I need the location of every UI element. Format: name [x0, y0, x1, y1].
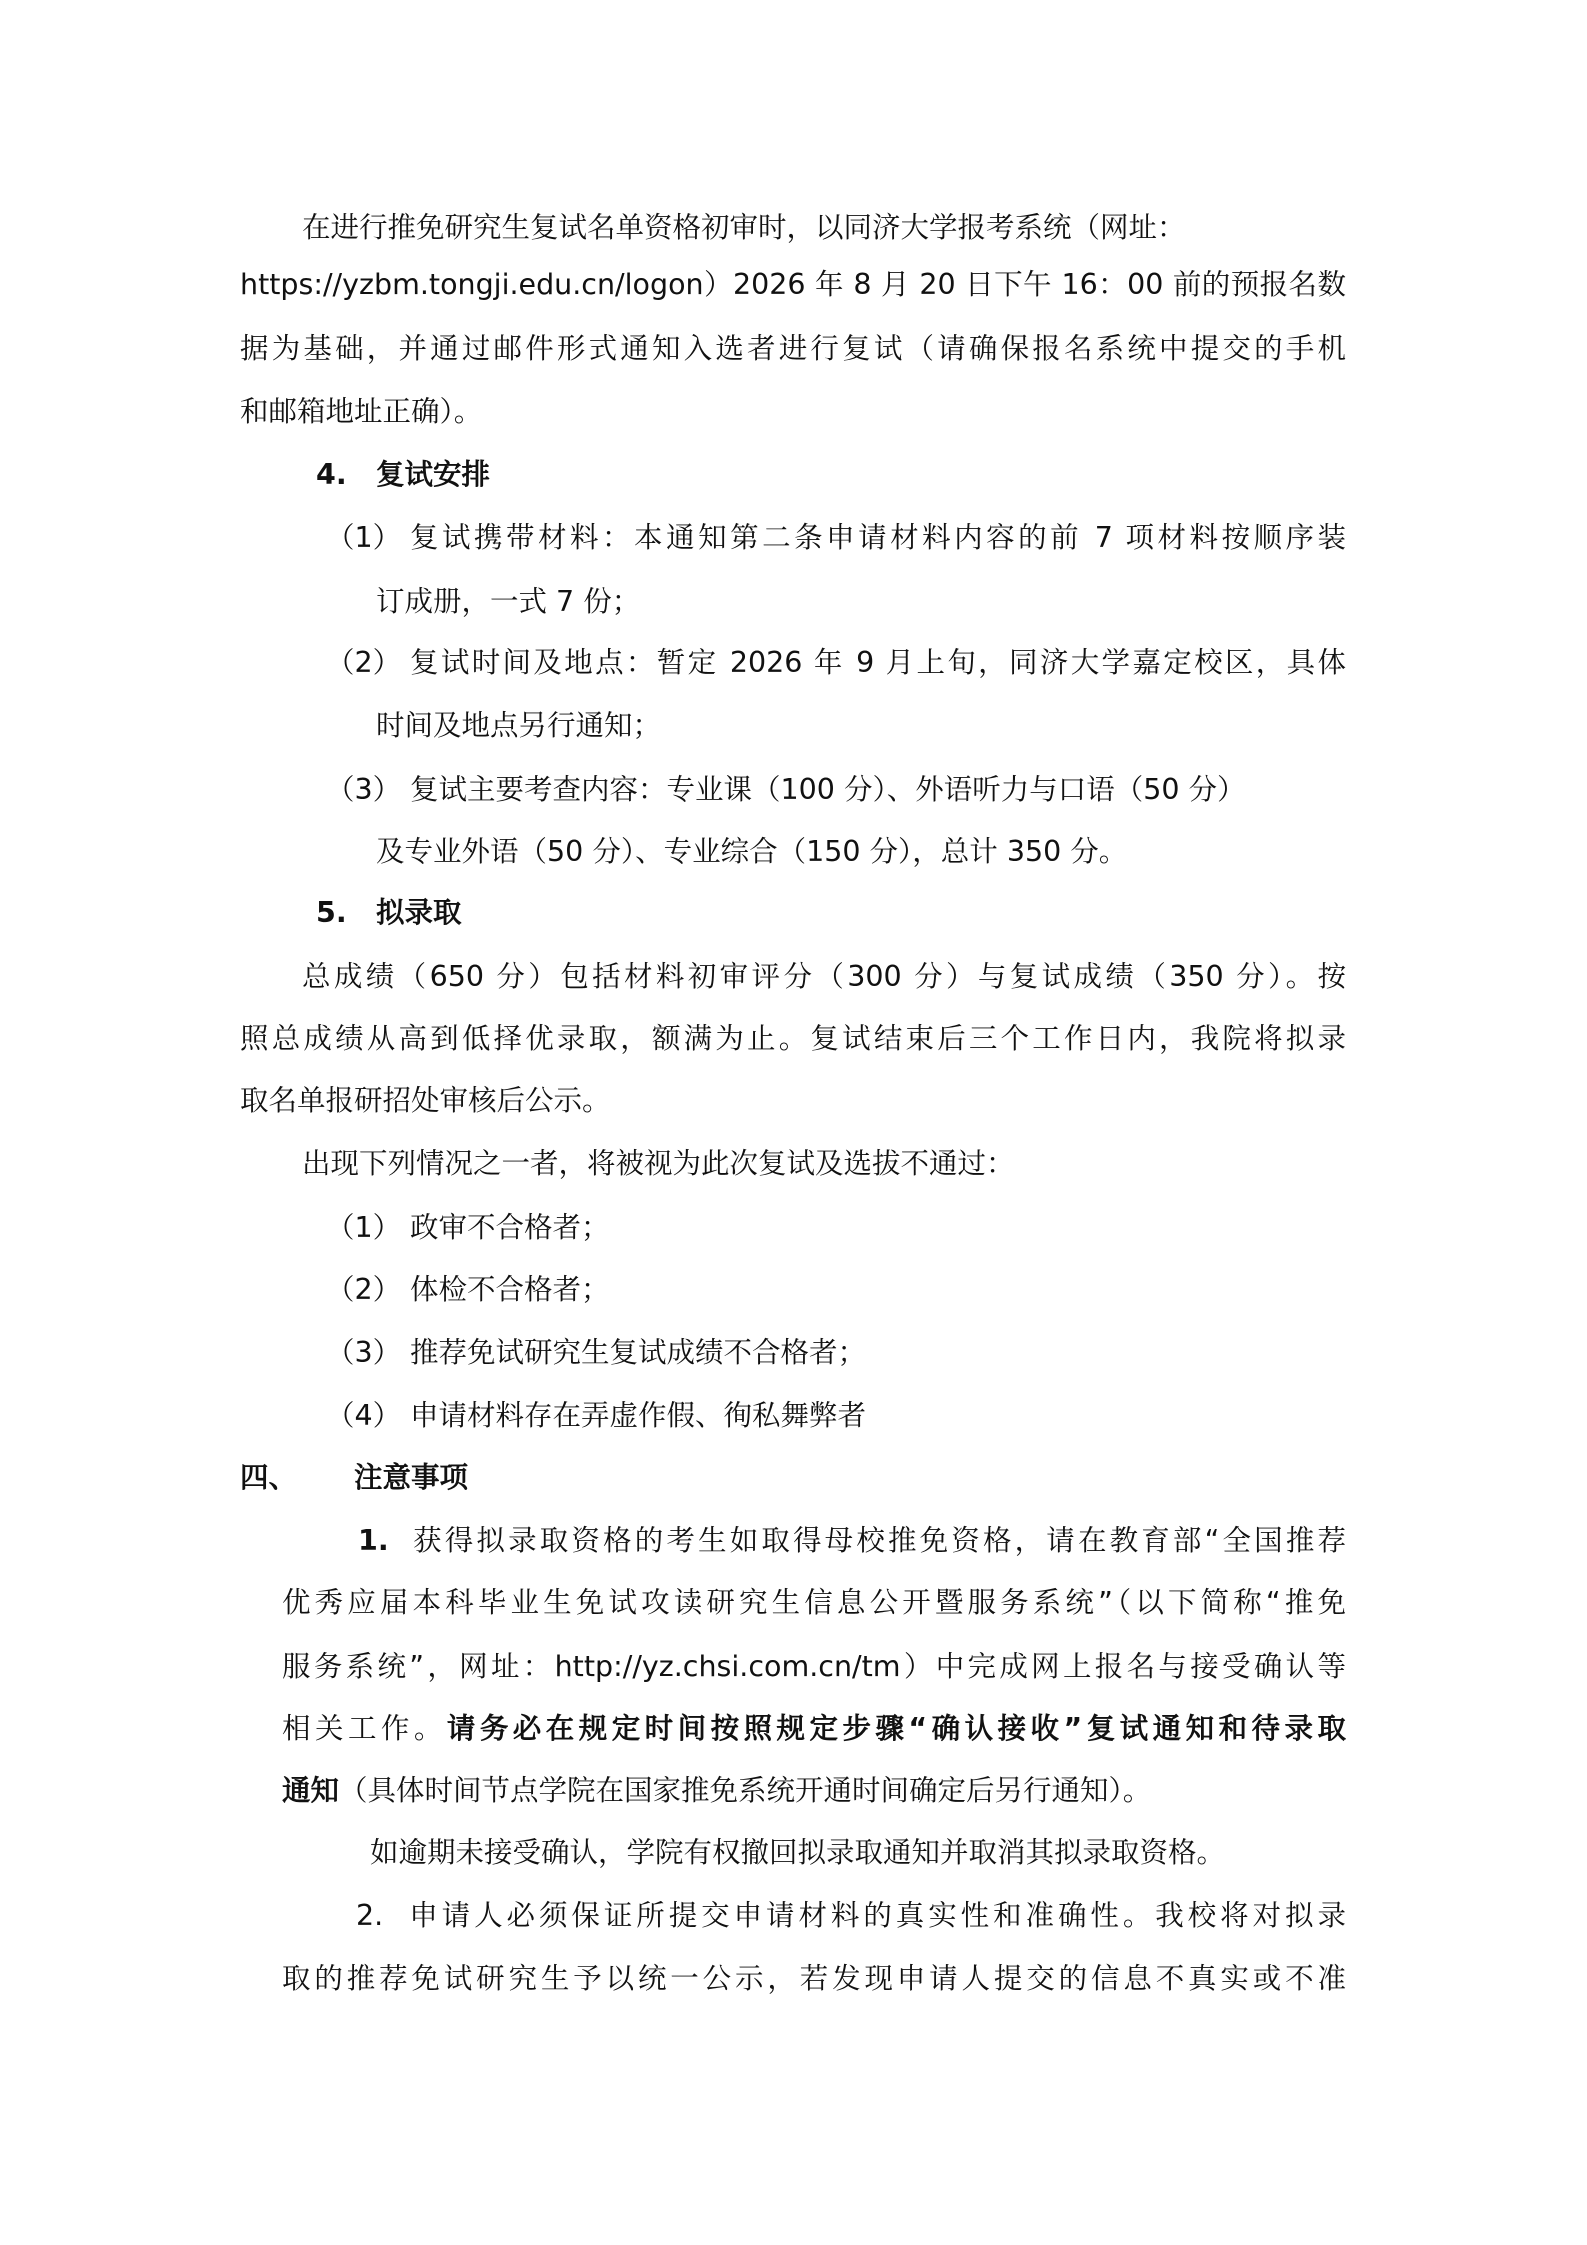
sec-four-p1-number: 1.: [358, 1524, 389, 1557]
intro-line-2: https://yzbm.tongji.edu.cn/logon）2026 年 8 月 20 日下午 16：00 前的预报名数: [240, 268, 1346, 301]
section-4-title: 复试安排: [376, 458, 491, 491]
section-5-number: 5.: [316, 896, 347, 929]
section-four-title: 注意事项: [354, 1461, 469, 1494]
sec-four-p1-line-2: 优秀应届本科毕业生免试攻读研究生信息公开暨服务系统”（以下简称“推免: [282, 1586, 1346, 1619]
sec5-p1-line-1: 总成绩（650 分）包括材料初审评分（300 分）与复试成绩（350 分）。按: [302, 960, 1346, 993]
sec-four-p1-line-4: 相关工作。请务必在规定时间按照规定步骤“确认接收”复试通知和待录取: [282, 1712, 1346, 1745]
sec5-p1-line-3: 取名单报研招处审核后公示。: [240, 1084, 611, 1117]
sec-four-p1-emphasis: 请务必在规定时间按照规定步骤“确认接收”复试通知和待录取: [446, 1712, 1346, 1745]
sec4-item-1-line-2: 订成册，一式 7 份；: [376, 585, 641, 618]
sec-four-p2-line-1: 2. 申请人必须保证所提交申请材料的真实性和准确性。我校将对拟录: [356, 1899, 1346, 1932]
sec-four-p1-line-3: 服务系统”，网址：http://yz.chsi.com.cn/tm）中完成网上报名与接受确认等: [282, 1650, 1346, 1683]
sec5-p2: 出现下列情况之一者，将被视为此次复试及选拔不通过：: [302, 1147, 1015, 1180]
sec-four-p1b: 如逾期未接受确认，学院有权撤回拟录取通知并取消其拟录取资格。: [370, 1836, 1226, 1869]
sec5-item-3: （3） 推荐免试研究生复试成绩不合格者；: [326, 1336, 867, 1369]
sec5-item-1: （1） 政审不合格者；: [326, 1211, 610, 1244]
sec-four-p2-line-2: 取的推荐免试研究生予以统一公示，若发现申请人提交的信息不真实或不准: [282, 1962, 1346, 1995]
intro-line-3: 据为基础，并通过邮件形式通知入选者进行复试（请确保报名系统中提交的手机: [240, 332, 1346, 365]
sec4-item-1-line-1: 复试携带材料：本通知第二条申请材料内容的前 7 项材料按顺序装: [410, 521, 1346, 554]
sec4-item-2-number: （2）: [326, 646, 402, 679]
sec-four-p1-emphasis-end: 通知: [282, 1774, 340, 1807]
sec5-p1-line-2: 照总成绩从高到低择优录取，额满为止。复试结束后三个工作日内，我院将拟录: [240, 1022, 1346, 1055]
sec4-item-2-line-1: 复试时间及地点：暂定 2026 年 9 月上旬，同济大学嘉定校区，具体: [410, 646, 1346, 679]
sec4-item-3-line-1: 复试主要考查内容：专业课（100 分）、外语听力与口语（50 分）: [410, 773, 1246, 806]
section-5-heading: [316, 893, 462, 933]
section-four-number: 四、: [240, 1461, 298, 1494]
sec4-item-2-line-2: 时间及地点另行通知；: [376, 709, 662, 742]
sec5-item-2: （2） 体检不合格者；: [326, 1273, 610, 1306]
intro-line-4: 和邮箱地址正确）。: [240, 395, 483, 428]
sec5-item-4: （4） 申请材料存在弄虚作假、徇私舞弊者: [326, 1399, 867, 1432]
sec-four-p2-number: 2.: [356, 1899, 384, 1932]
section-5-title: 拟录取: [376, 896, 462, 929]
sec-four-p1-line-1: 1. 获得拟录取资格的考生如取得母校推免资格，请在教育部“全国推荐: [358, 1524, 1346, 1557]
sec4-item-3-line-2: 及专业外语（50 分）、专业综合（150 分），总计 350 分。: [376, 835, 1128, 868]
sec4-item-3-number: （3）: [326, 773, 402, 806]
section-4-number: 4.: [316, 458, 347, 491]
intro-line-1: 在进行推免研究生复试名单资格初审时，以同济大学报考系统（网址：: [302, 211, 1186, 244]
section-4-heading: [316, 455, 490, 495]
sec4-item-1-number: （1）: [326, 521, 402, 554]
sec-four-p1-line-5: 通知（具体时间节点学院在国家推免系统开通时间确定后另行通知）。: [282, 1774, 1152, 1807]
